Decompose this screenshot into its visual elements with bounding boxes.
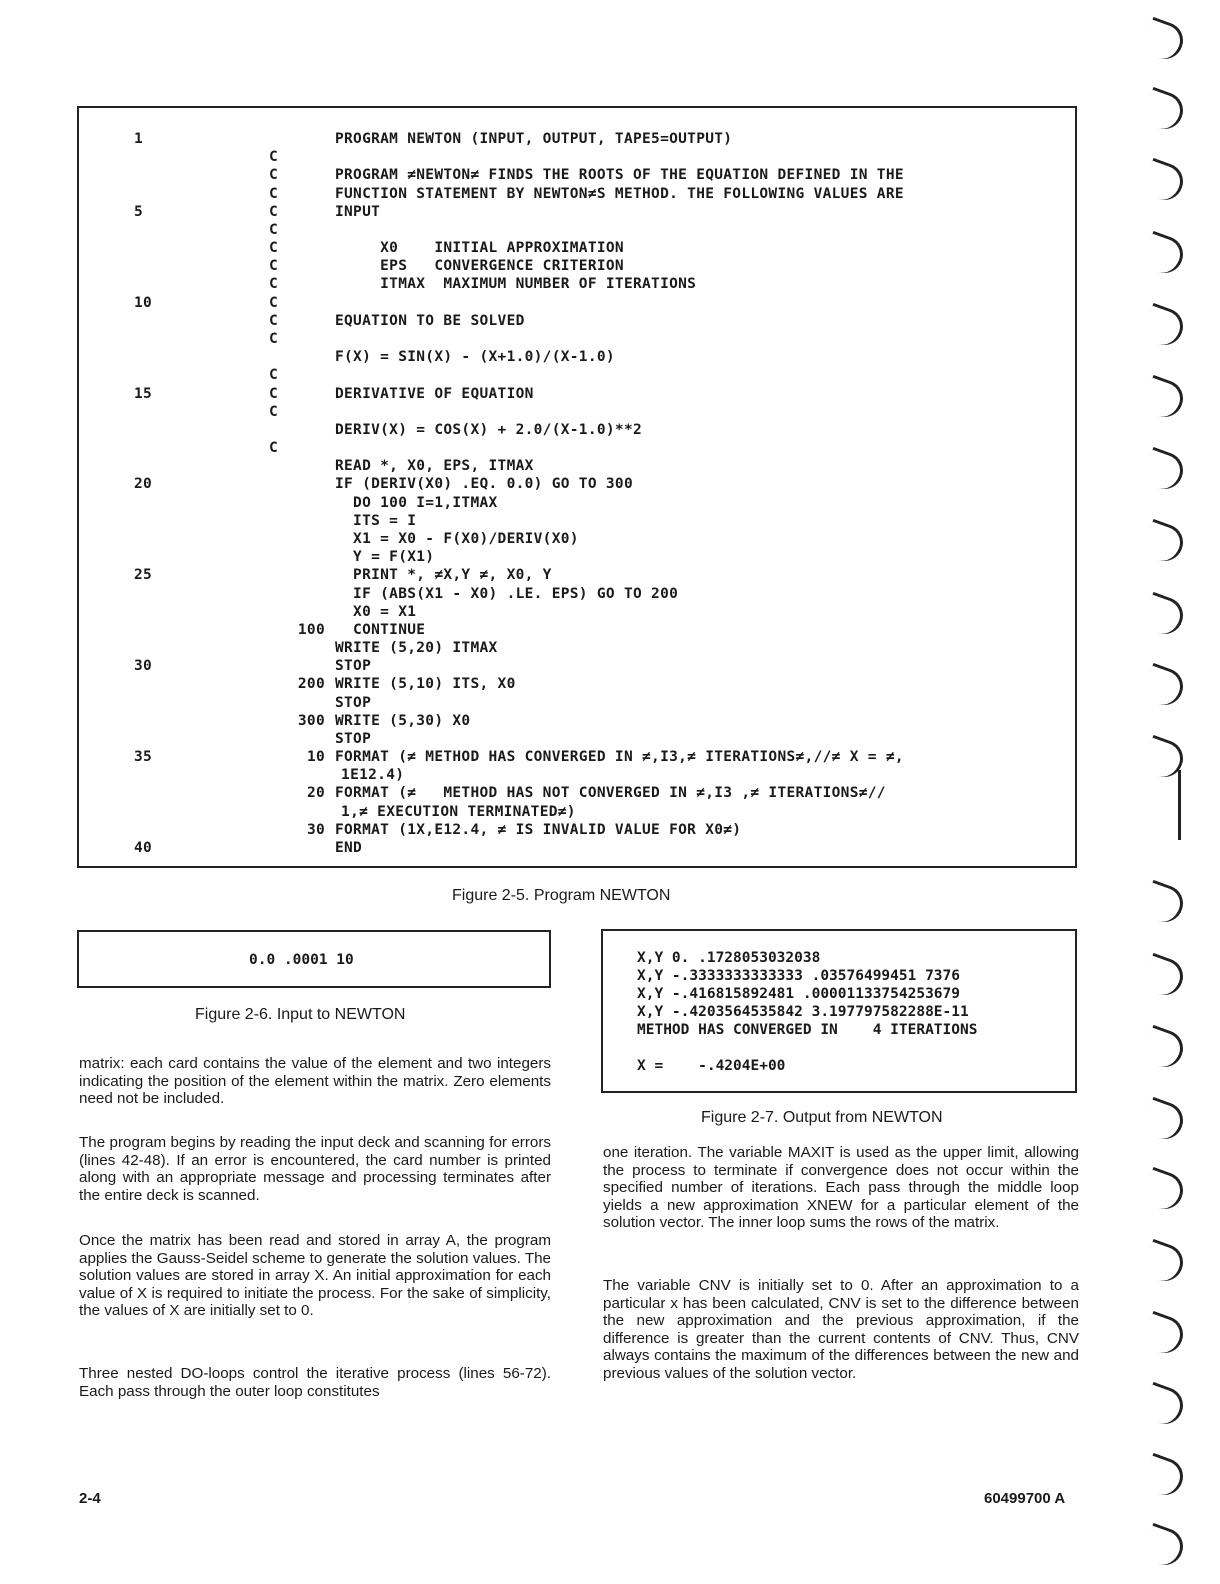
code-line: ITS = I: [335, 512, 417, 529]
binder-hole-icon: [1141, 87, 1188, 134]
code-line: WRITE (5,20) ITMAX: [335, 640, 498, 657]
binder-hole-icon: [1141, 953, 1188, 1000]
binder-hole-icon: [1141, 1167, 1188, 1214]
code-line: IF (DERIV(X0) .EQ. 0.0) GO TO 300: [335, 476, 633, 493]
code-line: X0 INITIAL APPROXIMATION: [335, 240, 624, 257]
code-line: DO 100 I=1,ITMAX: [335, 494, 498, 511]
right-paragraph-2: The variable CNV is initially set to 0. After an approximation to a particular x has been calculated, CNV is set to the difference between the new approximation and the previous approximation, if the difference is greater than the current contents of CNV. Thus, CNV always contains the maximum of the differences between the new and previous values of the solution vector.: [603, 1277, 1079, 1382]
code-line: PROGRAM ≠NEWTON≠ FINDS THE ROOTS OF THE EQUATION DEFINED IN THE: [335, 167, 904, 184]
line-number: 25: [134, 567, 153, 584]
code-line: STOP: [335, 730, 372, 747]
left-paragraph-3: Once the matrix has been read and stored in array A, the program applies the Gauss-Seidel scheme to generate the solution values. The solution values are stored in array X. An initial approximation for each value of X is required to initiate the process. For the sake of simplicity, the values of X are initially set to 0.: [79, 1232, 551, 1319]
line-number: 35: [134, 749, 153, 766]
code-line: IF (ABS(X1 - X0) .LE. EPS) GO TO 200: [335, 585, 679, 602]
code-line: STOP: [335, 694, 372, 711]
code-line: EQUATION TO BE SOLVED: [335, 312, 525, 329]
code-line: CONTINUE: [335, 621, 426, 638]
binder-hole-icon: [1141, 1097, 1188, 1144]
output-line: X = -.4204E+00: [637, 1058, 786, 1074]
statement-label: 10: [306, 749, 325, 766]
code-line: PRINT *, ≠X,Y ≠, X0, Y: [335, 567, 552, 584]
binder-hole-icon: [1141, 1382, 1188, 1429]
output-line: X,Y -.416815892481 .00001133754253679: [637, 986, 961, 1002]
comment-marker: C: [269, 330, 279, 347]
figure-2-5-caption: Figure 2-5. Program NEWTON: [452, 887, 671, 904]
comment-marker: C: [269, 385, 279, 402]
program-listing-box: [77, 106, 1077, 868]
code-line: 1E12.4): [323, 767, 405, 784]
code-line: STOP: [335, 658, 372, 675]
left-paragraph-4: Three nested DO-loops control the iterative process (lines 56-72). Each pass through the outer loop constitutes: [79, 1365, 551, 1400]
comment-marker: C: [269, 149, 279, 166]
code-line: FORMAT (1X,E12.4, ≠ IS INVALID VALUE FOR X0≠): [335, 821, 742, 838]
code-line: X1 = X0 - F(X0)/DERIV(X0): [335, 530, 579, 547]
line-number: 1: [134, 131, 144, 147]
code-line: DERIVATIVE OF EQUATION: [335, 385, 534, 402]
figure-2-7-caption: Figure 2-7. Output from NEWTON: [701, 1109, 943, 1126]
binder-hole-icon: [1141, 17, 1188, 64]
input-box: [77, 930, 551, 988]
comment-marker: C: [269, 312, 279, 329]
code-line: X0 = X1: [335, 603, 417, 620]
line-number: 5: [134, 203, 144, 220]
output-line: METHOD HAS CONVERGED IN 4 ITERATIONS: [637, 1022, 978, 1038]
comment-marker: C: [269, 258, 279, 275]
input-data: 0.0 .0001 10: [249, 952, 354, 968]
binder-hole-icon: [1141, 1453, 1188, 1500]
statement-label: 200: [297, 676, 325, 693]
code-line: PROGRAM NEWTON (INPUT, OUTPUT, TAPE5=OUTPUT): [335, 131, 733, 147]
comment-marker: C: [269, 185, 279, 202]
binder-hole-icon: [1141, 1311, 1188, 1358]
output-box: [601, 929, 1077, 1093]
code-line: END: [335, 840, 363, 857]
binder-edge-icon: [1178, 770, 1181, 840]
right-paragraph-1: one iteration. The variable MAXIT is used as the upper limit, allowing the process to terminate if convergence does not occur within the specified number of iterations. Each pass through the middle loop yields a new approximation XNEW for a particular element of the solution vector. The inner loop sums the rows of the matrix.: [603, 1144, 1079, 1231]
comment-marker: C: [269, 294, 279, 311]
code-line: WRITE (5,10) ITS, X0: [335, 676, 516, 693]
binder-hole-icon: [1141, 592, 1188, 639]
output-line: X,Y 0. .1728053032038: [637, 950, 821, 966]
code-line: READ *, X0, EPS, ITMAX: [335, 458, 534, 475]
code-line: DERIV(X) = COS(X) + 2.0/(X-1.0)**2: [335, 421, 643, 438]
code-line: ITMAX MAXIMUM NUMBER OF ITERATIONS: [335, 276, 697, 293]
document-number: 60499700 A: [984, 1490, 1066, 1507]
code-line: Y = F(X1): [335, 549, 435, 566]
code-line: WRITE (5,30) X0: [335, 712, 471, 729]
line-number: 20: [134, 476, 153, 493]
comment-marker: C: [269, 276, 279, 293]
code-line: EPS CONVERGENCE CRITERION: [335, 258, 624, 275]
figure-2-6-caption: Figure 2-6. Input to NEWTON: [195, 1006, 406, 1023]
left-paragraph-2: The program begins by reading the input deck and scanning for errors (lines 42-48). If an error is encountered, the card number is printed along with an appropriate message and processing terminates after the entire deck is scanned.: [79, 1134, 551, 1204]
comment-marker: C: [269, 367, 279, 384]
binder-hole-icon: [1141, 447, 1188, 494]
line-number: 30: [134, 658, 153, 675]
statement-label: 300: [297, 712, 325, 729]
binder-hole-icon: [1141, 231, 1188, 278]
binder-hole-icon: [1141, 303, 1188, 350]
code-line: FORMAT (≠ METHOD HAS NOT CONVERGED IN ≠,I3 ,≠ ITERATIONS≠//: [335, 785, 886, 802]
comment-marker: C: [269, 240, 279, 257]
statement-label: 20: [306, 785, 325, 802]
binder-hole-icon: [1141, 1239, 1188, 1286]
code-line: INPUT: [335, 203, 381, 220]
binder-hole-icon: [1141, 1025, 1188, 1072]
comment-marker: C: [269, 440, 279, 457]
binder-hole-icon: [1141, 880, 1188, 927]
comment-marker: C: [269, 203, 279, 220]
code-line: FORMAT (≠ METHOD HAS CONVERGED IN ≠,I3,≠ ITERATIONS≠,//≠ X = ≠,: [335, 749, 904, 766]
statement-label: 100: [297, 621, 325, 638]
left-paragraph-1: matrix: each card contains the value of the element and two integers indicating the position of the element within the matrix. Zero elements need not be included.: [79, 1055, 551, 1107]
comment-marker: C: [269, 403, 279, 420]
page-number: 2-4: [79, 1490, 101, 1507]
line-number: 40: [134, 840, 153, 857]
statement-label: 30: [306, 821, 325, 838]
binder-hole-icon: [1141, 1523, 1188, 1570]
comment-marker: C: [269, 167, 279, 184]
output-line: X,Y -.3333333333333 .03576499451 7376: [637, 968, 961, 984]
binder-holes: [1146, 0, 1196, 1584]
comment-marker: C: [269, 221, 279, 238]
binder-hole-icon: [1141, 519, 1188, 566]
line-number: 10: [134, 294, 153, 311]
code-line: FUNCTION STATEMENT BY NEWTON≠S METHOD. THE FOLLOWING VALUES ARE: [335, 185, 904, 202]
binder-hole-icon: [1141, 663, 1188, 710]
binder-hole-icon: [1141, 735, 1188, 782]
code-line: F(X) = SIN(X) - (X+1.0)/(X-1.0): [335, 349, 615, 366]
binder-hole-icon: [1141, 375, 1188, 422]
binder-hole-icon: [1141, 158, 1188, 205]
output-line: X,Y -.4203564535842 3.197797582288E-11: [637, 1004, 969, 1020]
code-line: 1,≠ EXECUTION TERMINATED≠): [323, 803, 576, 820]
line-number: 15: [134, 385, 153, 402]
